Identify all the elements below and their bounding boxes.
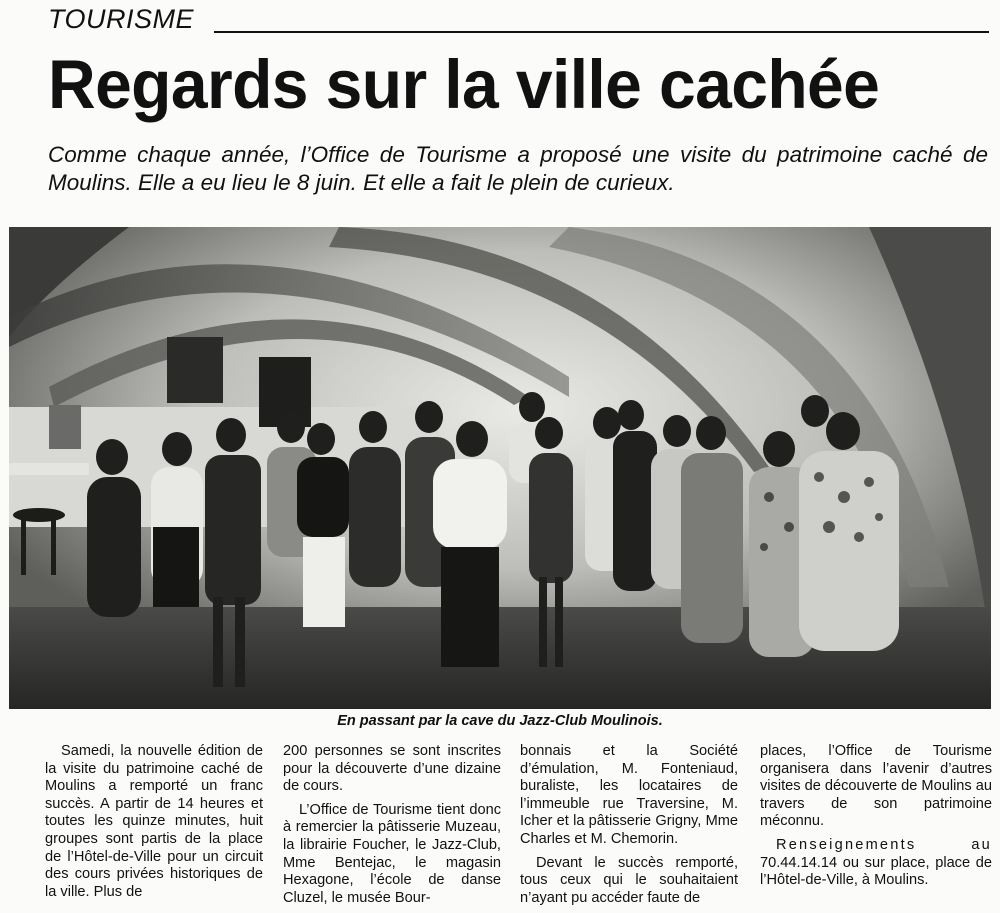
body-paragraph: places, l’Office de Tourisme organisera dans l’avenir d’autres visites de découverte de Moulins au travers de son patrimoine méconnu. <box>760 743 993 830</box>
headline: Regards sur la ville cachée <box>48 45 880 123</box>
lede-paragraph: Comme chaque année, l’Office de Tourisme a proposé une visite du patrimoine caché de Moulins. Elle a eu lieu le 8 juin. Et elle a fait le plein de curieux. <box>48 142 988 195</box>
body-paragraph: Devant le succès remporté, tous ceux qui le souhaitaient n’ayant pu accéder faute de <box>520 854 738 906</box>
article-photo <box>9 227 991 709</box>
photo-caption: En passant par la cave du Jazz-Club Moulinois. <box>337 713 663 729</box>
article-column-3 <box>520 743 738 907</box>
body-paragraph: Samedi, la nouvelle édition de la visite du patrimoine caché de Moulins a remporté un franc succès. A partir de 14 heures et toutes les quinze minutes, huit groupes sont partis de la place de l’Hôtel-de-Ville pour un circuit des cours privées historiques de la ville. Plus de <box>45 743 263 900</box>
cellar-group-photo <box>9 227 991 709</box>
body-paragraph: bonnais et la Société d’émulation, M. Fonteniaud, buraliste, les locataires de l’immeuble rue Traversine, M. Icher et la pâtisserie Grigny, Mme Charles et M. Chemorin. <box>520 743 738 847</box>
info-paragraph <box>760 837 992 890</box>
info-label: Renseignements au <box>776 836 992 853</box>
rubric-rule <box>214 31 989 33</box>
article-column-1 <box>45 743 263 901</box>
article-column-2 <box>283 743 501 907</box>
body-paragraph: L’Office de Tourisme tient donc à remercier la pâtisserie Muzeau, la librairie Foucher, le Jazz-Club, Mme Bentejac, le magasin Hexagone, l’école de danse Cluzel, le musée Bour- <box>283 801 501 906</box>
article-column-4 <box>760 743 992 890</box>
info-text: 70.44.14.14 ou sur place, place de l’Hôtel-de-Ville, à Moulins. <box>760 854 992 889</box>
section-rubric: TOURISME <box>48 4 195 34</box>
body-paragraph: 200 personnes se sont inscrites pour la découverte d’une dizaine de cours. <box>283 743 501 795</box>
